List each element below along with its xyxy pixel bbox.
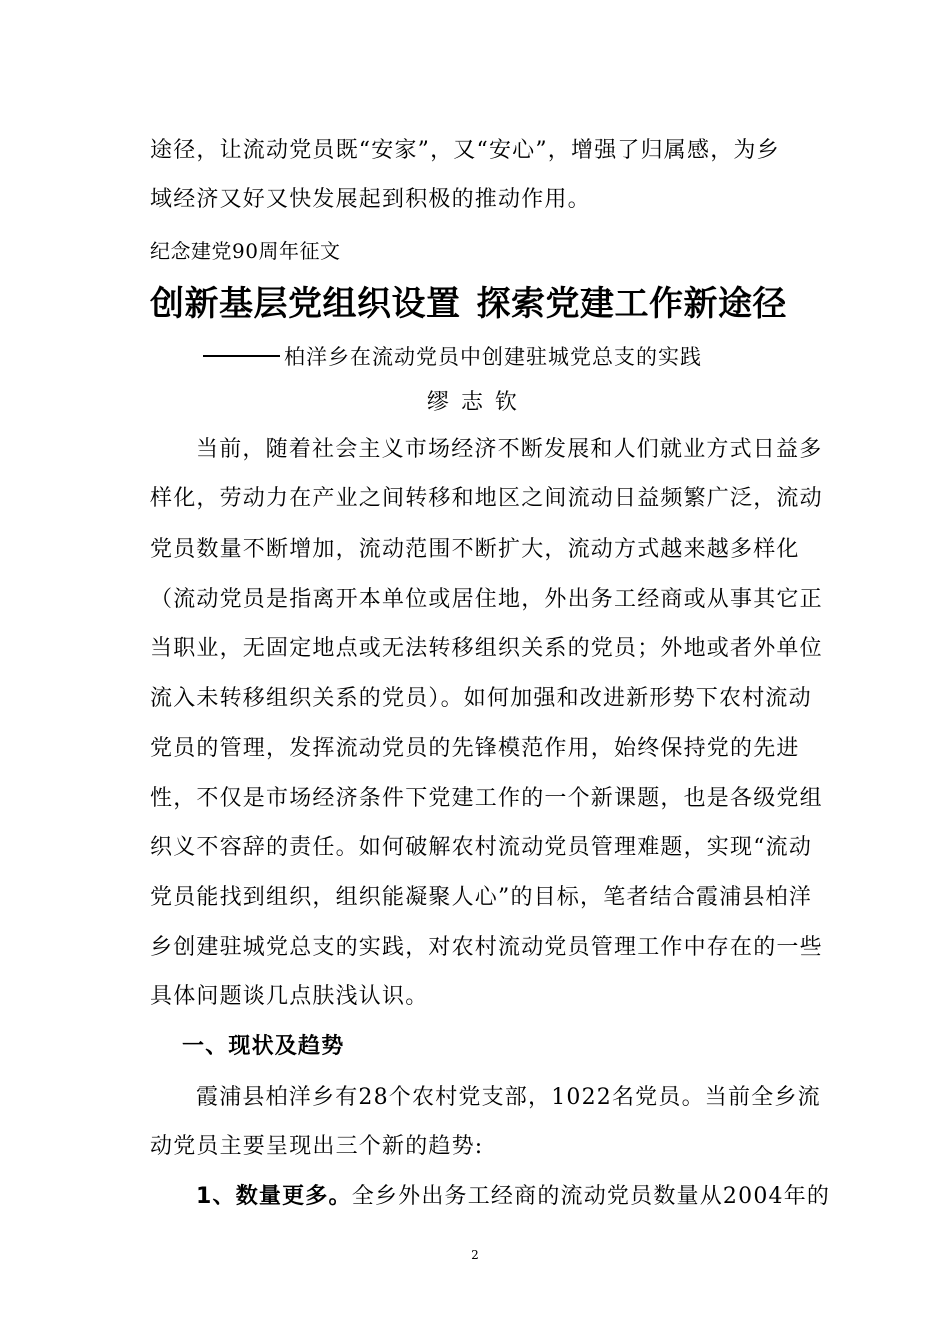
paragraph1-line-12: 具体问题谈几点肤浅认识。 xyxy=(150,984,429,1009)
paragraph1-line-2: 样化，劳动力在产业之间转移和地区之间流动日益频繁广泛，流动 xyxy=(150,486,823,511)
page-number: 2 xyxy=(471,1248,479,1262)
paragraph1-line-7: 党员的管理，发挥流动党员的先锋模范作用，始终保持党的先进 xyxy=(150,736,800,761)
paragraph1-line-8: 性，不仅是市场经济条件下党建工作的一个新课题，也是各级党组 xyxy=(150,786,823,811)
page-title xyxy=(150,282,787,326)
continued-line-1: 途径，让流动党员既“安家”，又“安心”，增强了归属感，为乡 xyxy=(150,138,780,163)
section-heading: 一、现状及趋势 xyxy=(182,1034,345,1059)
list-item-1 xyxy=(196,1182,830,1212)
continued-line-2: 域经济又好又快发展起到积极的推动作用。 xyxy=(150,187,591,212)
paragraph1-line-5: 当职业，无固定地点或无法转移组织关系的党员；外地或者外单位 xyxy=(150,636,823,661)
paragraph1-line-4: （流动党员是指离开本单位或居住地，外出务工经商或从事其它正 xyxy=(150,587,823,612)
subtitle xyxy=(203,342,702,372)
list-item-1-label: 1、数量更多。 xyxy=(196,1184,352,1209)
author-name: 缪志钦 xyxy=(427,390,530,415)
paragraph1-line-10: 党员能找到组织，组织能凝聚人心”的目标，笔者结合霞浦县柏洋 xyxy=(150,885,813,910)
essay-label: 纪念建党90周年征文 xyxy=(150,239,341,263)
title-part-1: 创新基层党组织设置 xyxy=(150,284,461,324)
paragraph1-line-11: 乡创建驻城党总支的实践，对农村流动党员管理工作中存在的一些 xyxy=(150,935,823,960)
title-part-2: 探索党建工作新途径 xyxy=(476,284,787,324)
paragraph1-line-3: 党员数量不断增加，流动范围不断扩大，流动方式越来越多样化 xyxy=(150,537,800,562)
paragraph1-line-1: 当前，随着社会主义市场经济不断发展和人们就业方式日益多 xyxy=(196,437,823,462)
list-item-1-text: 全乡外出务工经商的流动党员数量从2004年的 xyxy=(351,1184,831,1209)
paragraph2-line-2: 动党员主要呈现出三个新的趋势: xyxy=(150,1134,484,1159)
paragraph2-line-1: 霞浦县柏洋乡有28个农村党支部，1022名党员。当前全乡流 xyxy=(196,1085,821,1110)
paragraph1-line-6: 流入未转移组织关系的党员）。如何加强和改进新形势下农村流动 xyxy=(150,686,812,711)
subtitle-dash xyxy=(203,355,280,357)
subtitle-text: 柏洋乡在流动党员中创建驻城党总支的实践 xyxy=(284,345,702,369)
paragraph1-line-9: 织义不容辞的责任。如何破解农村流动党员管理难题，实现“流动 xyxy=(150,835,813,860)
